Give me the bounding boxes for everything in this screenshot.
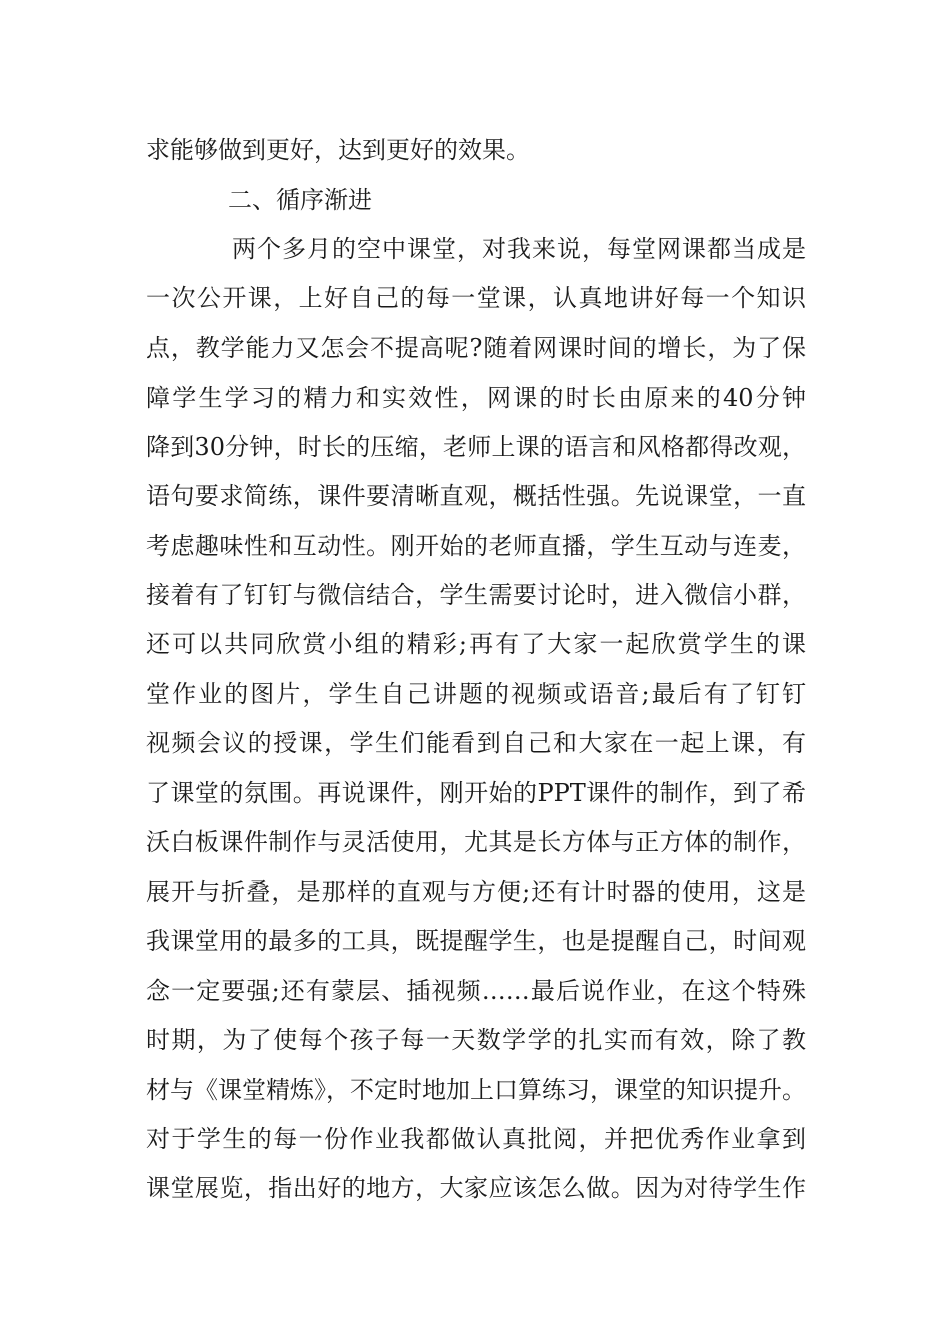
paragraph-line: 点，教学能力又怎会不提高呢?随着网课时间的增长，为了保 <box>146 334 806 362</box>
paragraph-line: 时期，为了使每个孩子每一天数学学的扎实而有效，除了教 <box>146 1026 806 1054</box>
paragraph-line: 降到30分钟，时长的压缩，老师上课的语言和风格都得改观， <box>146 433 806 461</box>
paragraph-line: 对于学生的每一份作业我都做认真批阅，并把优秀作业拿到 <box>146 1125 806 1153</box>
paragraph-line: 还可以共同欣赏小组的精彩;再有了大家一起欣赏学生的课 <box>146 630 806 658</box>
paragraph-line: 课堂展览，指出好的地方，大家应该怎么做。因为对待学生作 <box>146 1174 806 1202</box>
paragraph-line: 视频会议的授课，学生们能看到自己和大家在一起上课，有 <box>146 729 806 757</box>
paragraph-line: 念一定要强;还有蒙层、插视频……最后说作业，在这个特殊 <box>146 977 806 1005</box>
paragraph-line: 了课堂的氛围。再说课件，刚开始的PPT课件的制作，到了希 <box>146 779 806 807</box>
paragraph-line: 材与《课堂精炼》，不定时地加上口算练习，课堂的知识提升。 <box>146 1076 806 1104</box>
paragraph-line: 接着有了钉钉与微信结合，学生需要讨论时，进入微信小群， <box>146 581 806 609</box>
paragraph-line: 求能够做到更好，达到更好的效果。 <box>146 136 530 164</box>
paragraph-line: 沃白板课件制作与灵活使用，尤其是长方体与正方体的制作， <box>146 828 806 856</box>
paragraph-line: 语句要求简练，课件要清晰直观，概括性强。先说课堂，一直 <box>146 482 806 510</box>
paragraph-line: 考虑趣味性和互动性。刚开始的老师直播，学生互动与连麦， <box>146 532 806 560</box>
paragraph-line: 堂作业的图片，学生自己讲题的视频或语音;最后有了钉钉 <box>146 680 806 708</box>
paragraph-line: 一次公开课，上好自己的每一堂课，认真地讲好每一个知识 <box>146 284 806 312</box>
section-heading: 二、循序渐进 <box>228 186 372 214</box>
paragraph-line: 障学生学习的精力和实效性，网课的时长由原来的40分钟 <box>146 384 806 412</box>
paragraph-line: 我课堂用的最多的工具，既提醒学生，也是提醒自己，时间观 <box>146 927 806 955</box>
paragraph-line: 展开与折叠，是那样的直观与方便;还有计时器的使用，这是 <box>146 878 806 906</box>
paragraph-line: 两个多月的空中课堂，对我来说，每堂网课都当成是 <box>232 235 806 263</box>
